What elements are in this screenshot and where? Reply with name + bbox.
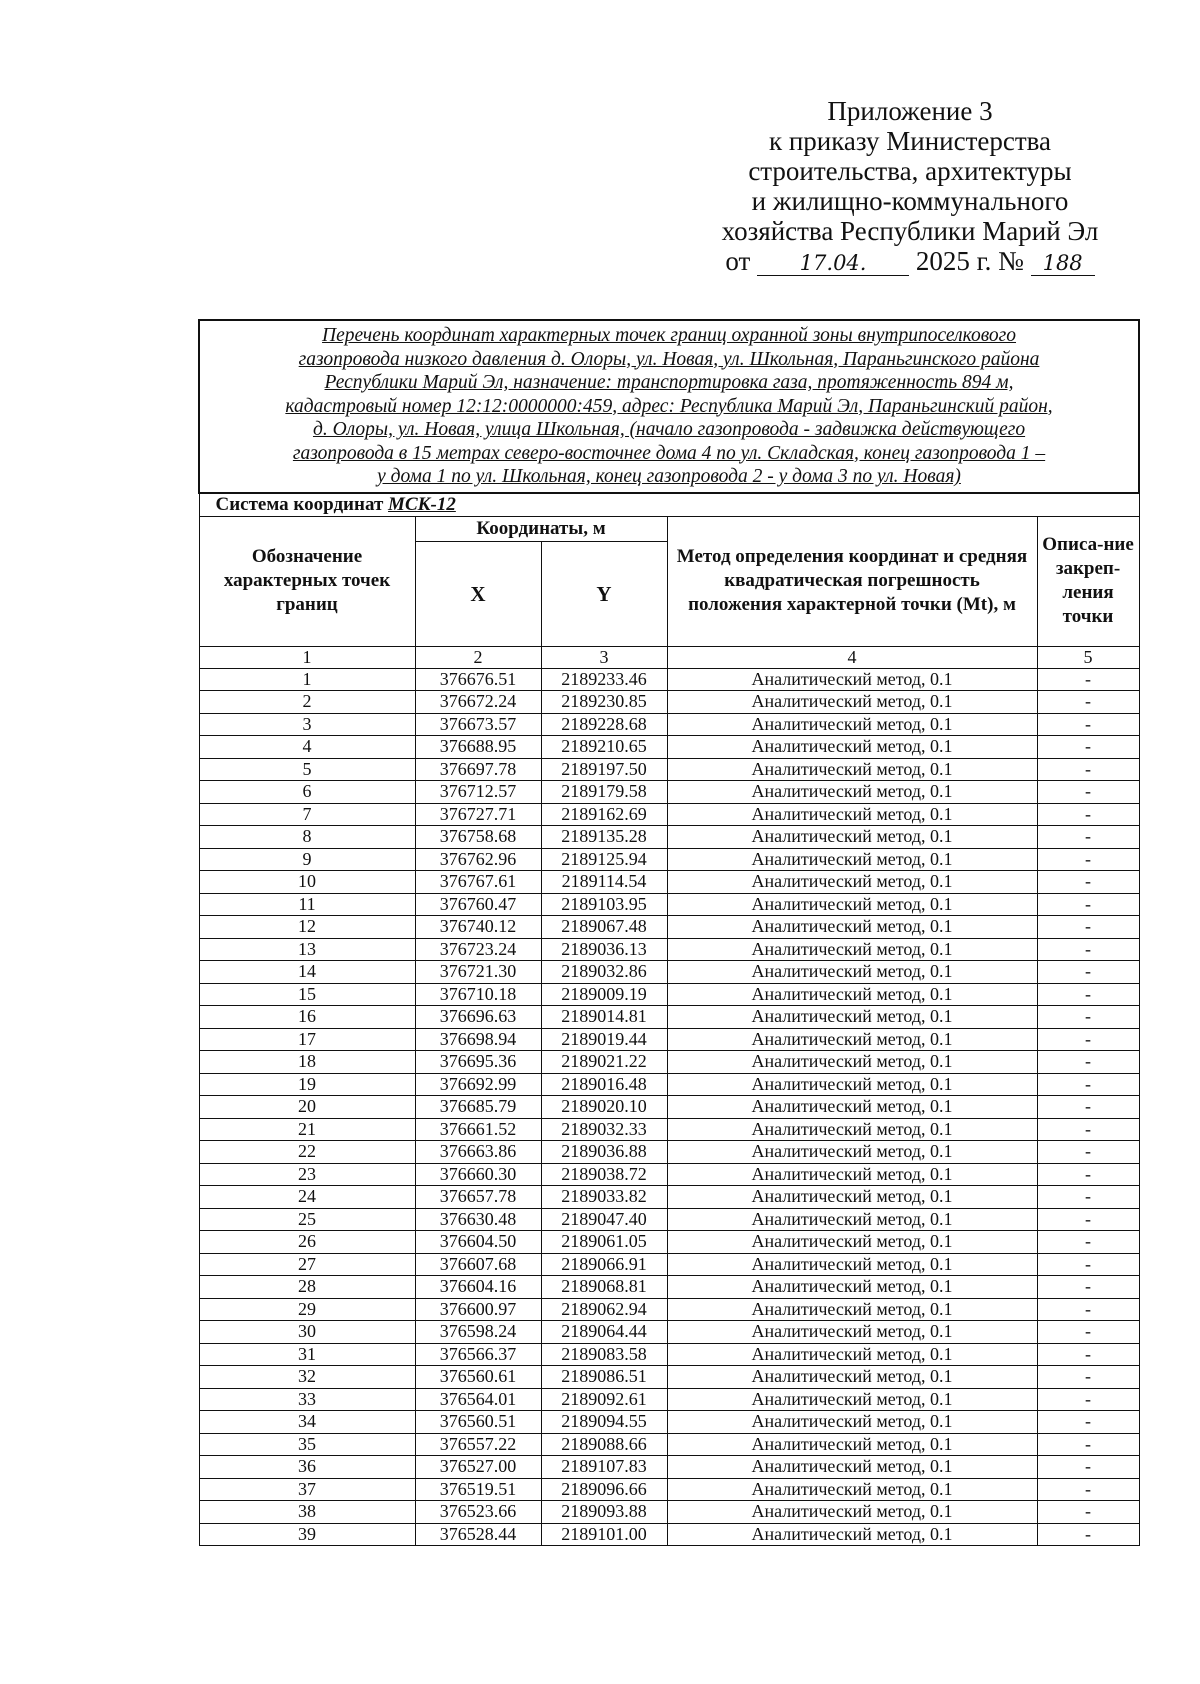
table-row [199, 1073, 1139, 1096]
x-coordinate-cell: 376760.47 [415, 893, 541, 916]
table-row [199, 1433, 1139, 1456]
x-coordinate-cell: 376672.24 [415, 691, 541, 714]
description-cell: - [1037, 758, 1139, 781]
point-number-cell: 6 [199, 781, 415, 804]
method-cell: Аналитический метод, 0.1 [667, 1253, 1037, 1276]
description-cell: - [1037, 691, 1139, 714]
method-cell: Аналитический метод, 0.1 [667, 1456, 1037, 1479]
y-coordinate-cell: 2189019.44 [541, 1028, 667, 1051]
table-row [199, 848, 1139, 871]
method-cell: Аналитический метод, 0.1 [667, 1366, 1037, 1389]
x-coordinate-cell: 376527.00 [415, 1456, 541, 1479]
x-coordinate-cell: 376557.22 [415, 1433, 541, 1456]
description-cell: - [1037, 916, 1139, 939]
point-number-cell: 34 [199, 1411, 415, 1434]
point-number-cell: 20 [199, 1096, 415, 1119]
method-cell: Аналитический метод, 0.1 [667, 1343, 1037, 1366]
x-coordinate-cell: 376762.96 [415, 848, 541, 871]
method-cell: Аналитический метод, 0.1 [667, 1186, 1037, 1209]
y-coordinate-cell: 2189038.72 [541, 1163, 667, 1186]
column-number: 2 [415, 646, 541, 668]
coordinate-system-label: Система координат [215, 493, 384, 515]
table-row [199, 736, 1139, 759]
y-coordinate-cell: 2189083.58 [541, 1343, 667, 1366]
y-coordinate-cell: 2189020.10 [541, 1096, 667, 1119]
column-number: 1 [199, 646, 415, 668]
column-number: 3 [541, 646, 667, 668]
x-coordinate-cell: 376673.57 [415, 713, 541, 736]
method-cell: Аналитический метод, 0.1 [667, 938, 1037, 961]
column-number: 5 [1037, 646, 1139, 668]
header-y: Y [541, 541, 667, 646]
method-cell: Аналитический метод, 0.1 [667, 1028, 1037, 1051]
x-coordinate-cell: 376740.12 [415, 916, 541, 939]
coordinate-system-row [199, 493, 1139, 517]
y-coordinate-cell: 2189162.69 [541, 803, 667, 826]
description-cell: - [1037, 803, 1139, 826]
title-line: у дома 1 по ул. Школьная, конец газопровода 2 - у дома 3 по ул. Новая) [377, 466, 961, 487]
point-number-cell: 25 [199, 1208, 415, 1231]
method-cell: Аналитический метод, 0.1 [667, 1073, 1037, 1096]
y-coordinate-cell: 2189067.48 [541, 916, 667, 939]
header-point: Обозначение характерных точек границ [199, 516, 415, 646]
description-cell: - [1037, 1478, 1139, 1501]
header-coordinates: Координаты, м [415, 516, 667, 541]
table-row [199, 713, 1139, 736]
table-row [199, 668, 1139, 691]
x-coordinate-cell: 376519.51 [415, 1478, 541, 1501]
handwritten-order-number: 188 [1031, 251, 1095, 276]
title-line: газопровода низкого давления д. Олоры, ул. Новая, ул. Школьная, Параньгинского района [298, 348, 1040, 370]
method-cell: Аналитический метод, 0.1 [667, 1321, 1037, 1344]
x-coordinate-cell: 376661.52 [415, 1118, 541, 1141]
table-row [199, 1231, 1139, 1254]
x-coordinate-cell: 376696.63 [415, 1006, 541, 1029]
point-number-cell: 19 [199, 1073, 415, 1096]
y-coordinate-cell: 2189032.86 [541, 961, 667, 984]
table-row [199, 1253, 1139, 1276]
point-number-cell: 30 [199, 1321, 415, 1344]
point-number-cell: 39 [199, 1523, 415, 1546]
column-number: 4 [667, 646, 1037, 668]
table-row [199, 781, 1139, 804]
description-cell: - [1037, 1028, 1139, 1051]
y-coordinate-cell: 2189230.85 [541, 691, 667, 714]
y-coordinate-cell: 2189066.91 [541, 1253, 667, 1276]
y-coordinate-cell: 2189047.40 [541, 1208, 667, 1231]
point-number-cell: 3 [199, 713, 415, 736]
x-coordinate-cell: 376697.78 [415, 758, 541, 781]
point-number-cell: 29 [199, 1298, 415, 1321]
header-method: Метод определения координат и средняя квадратическая погрешность положения характерной точки (Mt), м [667, 516, 1037, 646]
description-cell: - [1037, 1343, 1139, 1366]
y-coordinate-cell: 2189228.68 [541, 713, 667, 736]
description-cell: - [1037, 871, 1139, 894]
x-coordinate-cell: 376566.37 [415, 1343, 541, 1366]
description-cell: - [1037, 1096, 1139, 1119]
point-number-cell: 16 [199, 1006, 415, 1029]
method-cell: Аналитический метод, 0.1 [667, 691, 1037, 714]
appendix-line-1: Приложение 3 [827, 96, 993, 126]
point-number-cell: 38 [199, 1501, 415, 1524]
point-number-cell: 10 [199, 871, 415, 894]
table-row [199, 1298, 1139, 1321]
handwritten-date: 17.04. [757, 251, 909, 276]
y-coordinate-cell: 2189021.22 [541, 1051, 667, 1074]
method-cell: Аналитический метод, 0.1 [667, 1051, 1037, 1074]
table-row [199, 1343, 1139, 1366]
y-coordinate-cell: 2189086.51 [541, 1366, 667, 1389]
description-cell: - [1037, 736, 1139, 759]
description-cell: - [1037, 983, 1139, 1006]
point-number-cell: 11 [199, 893, 415, 916]
description-cell: - [1037, 826, 1139, 849]
date-prefix: от [725, 246, 751, 276]
coordinates-table [198, 319, 1140, 1546]
method-cell: Аналитический метод, 0.1 [667, 1096, 1037, 1119]
description-cell: - [1037, 1253, 1139, 1276]
x-coordinate-cell: 376600.97 [415, 1298, 541, 1321]
method-cell: Аналитический метод, 0.1 [667, 871, 1037, 894]
table-row [199, 1411, 1139, 1434]
y-coordinate-cell: 2189033.82 [541, 1186, 667, 1209]
x-coordinate-cell: 376607.68 [415, 1253, 541, 1276]
method-cell: Аналитический метод, 0.1 [667, 758, 1037, 781]
y-coordinate-cell: 2189016.48 [541, 1073, 667, 1096]
description-cell: - [1037, 1118, 1139, 1141]
y-coordinate-cell: 2189092.61 [541, 1388, 667, 1411]
y-coordinate-cell: 2189064.44 [541, 1321, 667, 1344]
order-year: 2025 г. № [915, 246, 1024, 276]
table-row [199, 916, 1139, 939]
description-cell: - [1037, 781, 1139, 804]
method-cell: Аналитический метод, 0.1 [667, 1433, 1037, 1456]
y-coordinate-cell: 2189068.81 [541, 1276, 667, 1299]
x-coordinate-cell: 376657.78 [415, 1186, 541, 1209]
point-number-cell: 9 [199, 848, 415, 871]
method-cell: Аналитический метод, 0.1 [667, 1208, 1037, 1231]
description-cell: - [1037, 1433, 1139, 1456]
method-cell: Аналитический метод, 0.1 [667, 1231, 1037, 1254]
y-coordinate-cell: 2189088.66 [541, 1433, 667, 1456]
x-coordinate-cell: 376710.18 [415, 983, 541, 1006]
x-coordinate-cell: 376604.16 [415, 1276, 541, 1299]
x-coordinate-cell: 376721.30 [415, 961, 541, 984]
x-coordinate-cell: 376560.61 [415, 1366, 541, 1389]
table-row [199, 691, 1139, 714]
description-cell: - [1037, 893, 1139, 916]
x-coordinate-cell: 376723.24 [415, 938, 541, 961]
appendix-line-5: хозяйства Республики Марий Эл [721, 216, 1099, 246]
table-title [199, 320, 1139, 493]
table-row [199, 1456, 1139, 1479]
y-coordinate-cell: 2189036.88 [541, 1141, 667, 1164]
method-cell: Аналитический метод, 0.1 [667, 916, 1037, 939]
x-coordinate-cell: 376685.79 [415, 1096, 541, 1119]
point-number-cell: 26 [199, 1231, 415, 1254]
x-coordinate-cell: 376604.50 [415, 1231, 541, 1254]
x-coordinate-cell: 376630.48 [415, 1208, 541, 1231]
description-cell: - [1037, 1186, 1139, 1209]
point-number-cell: 5 [199, 758, 415, 781]
description-cell: - [1037, 1366, 1139, 1389]
table-row [199, 1028, 1139, 1051]
point-number-cell: 31 [199, 1343, 415, 1366]
y-coordinate-cell: 2189009.19 [541, 983, 667, 1006]
y-coordinate-cell: 2189125.94 [541, 848, 667, 871]
y-coordinate-cell: 2189062.94 [541, 1298, 667, 1321]
table-row [199, 1141, 1139, 1164]
point-number-cell: 21 [199, 1118, 415, 1141]
description-cell: - [1037, 1411, 1139, 1434]
description-cell: - [1037, 938, 1139, 961]
point-number-cell: 37 [199, 1478, 415, 1501]
y-coordinate-cell: 2189233.46 [541, 668, 667, 691]
point-number-cell: 24 [199, 1186, 415, 1209]
x-coordinate-cell: 376676.51 [415, 668, 541, 691]
table-row [199, 1118, 1139, 1141]
table-row [199, 871, 1139, 894]
point-number-cell: 36 [199, 1456, 415, 1479]
method-cell: Аналитический метод, 0.1 [667, 1523, 1037, 1546]
method-cell: Аналитический метод, 0.1 [667, 1141, 1037, 1164]
table-row [199, 1006, 1139, 1029]
y-coordinate-cell: 2189197.50 [541, 758, 667, 781]
method-cell: Аналитический метод, 0.1 [667, 1501, 1037, 1524]
point-number-cell: 27 [199, 1253, 415, 1276]
x-coordinate-cell: 376727.71 [415, 803, 541, 826]
description-cell: - [1037, 848, 1139, 871]
x-coordinate-cell: 376528.44 [415, 1523, 541, 1546]
column-numbers-row [199, 646, 1139, 668]
x-coordinate-cell: 376758.68 [415, 826, 541, 849]
order-date-line [690, 246, 1130, 276]
table-row [199, 1388, 1139, 1411]
table-row [199, 1478, 1139, 1501]
point-number-cell: 32 [199, 1366, 415, 1389]
method-cell: Аналитический метод, 0.1 [667, 736, 1037, 759]
table-row [199, 803, 1139, 826]
method-cell: Аналитический метод, 0.1 [667, 826, 1037, 849]
y-coordinate-cell: 2189093.88 [541, 1501, 667, 1524]
y-coordinate-cell: 2189036.13 [541, 938, 667, 961]
method-cell: Аналитический метод, 0.1 [667, 803, 1037, 826]
method-cell: Аналитический метод, 0.1 [667, 781, 1037, 804]
description-cell: - [1037, 1141, 1139, 1164]
title-line: Республики Марий Эл, назначение: транспортировка газа, протяженность 894 м, [324, 372, 1014, 393]
point-number-cell: 15 [199, 983, 415, 1006]
point-number-cell: 22 [199, 1141, 415, 1164]
table-row [199, 1208, 1139, 1231]
y-coordinate-cell: 2189103.95 [541, 893, 667, 916]
table-row [199, 1096, 1139, 1119]
method-cell: Аналитический метод, 0.1 [667, 848, 1037, 871]
point-number-cell: 18 [199, 1051, 415, 1074]
method-cell: Аналитический метод, 0.1 [667, 1298, 1037, 1321]
x-coordinate-cell: 376688.95 [415, 736, 541, 759]
x-coordinate-cell: 376523.66 [415, 1501, 541, 1524]
x-coordinate-cell: 376560.51 [415, 1411, 541, 1434]
description-cell: - [1037, 1321, 1139, 1344]
x-coordinate-cell: 376598.24 [415, 1321, 541, 1344]
description-cell: - [1037, 1208, 1139, 1231]
x-coordinate-cell: 376663.86 [415, 1141, 541, 1164]
title-line: кадастровый номер 12:12:0000000:459, адрес: Республика Марий Эл, Параньгинский район, [285, 395, 1053, 417]
description-cell: - [1037, 1298, 1139, 1321]
table-row [199, 1523, 1139, 1546]
point-number-cell: 13 [199, 938, 415, 961]
header-x: X [415, 541, 541, 646]
table-row [199, 893, 1139, 916]
appendix-header [690, 96, 1130, 276]
description-cell: - [1037, 1051, 1139, 1074]
method-cell: Аналитический метод, 0.1 [667, 983, 1037, 1006]
point-number-cell: 35 [199, 1433, 415, 1456]
description-cell: - [1037, 1523, 1139, 1546]
point-number-cell: 17 [199, 1028, 415, 1051]
point-number-cell: 23 [199, 1163, 415, 1186]
method-cell: Аналитический метод, 0.1 [667, 961, 1037, 984]
description-cell: - [1037, 1163, 1139, 1186]
method-cell: Аналитический метод, 0.1 [667, 713, 1037, 736]
y-coordinate-cell: 2189096.66 [541, 1478, 667, 1501]
table-row [199, 1163, 1139, 1186]
method-cell: Аналитический метод, 0.1 [667, 668, 1037, 691]
y-coordinate-cell: 2189135.28 [541, 826, 667, 849]
y-coordinate-cell: 2189094.55 [541, 1411, 667, 1434]
appendix-line-3: строительства, архитектуры [748, 156, 1072, 186]
table-row [199, 961, 1139, 984]
method-cell: Аналитический метод, 0.1 [667, 1163, 1037, 1186]
appendix-line-2: к приказу Министерства [768, 126, 1052, 156]
method-cell: Аналитический метод, 0.1 [667, 1411, 1037, 1434]
description-cell: - [1037, 1231, 1139, 1254]
coordinate-system-value: МСК-12 [388, 493, 456, 515]
table-row [199, 1186, 1139, 1209]
y-coordinate-cell: 2189114.54 [541, 871, 667, 894]
header-description: Описа-ние закреп-ления точки [1037, 516, 1139, 646]
y-coordinate-cell: 2189179.58 [541, 781, 667, 804]
table-row [199, 1276, 1139, 1299]
point-number-cell: 28 [199, 1276, 415, 1299]
description-cell: - [1037, 961, 1139, 984]
x-coordinate-cell: 376712.57 [415, 781, 541, 804]
appendix-line-4: и жилищно-коммунального [751, 186, 1069, 216]
title-line: Перечень координат характерных точек границ охранной зоны внутрипоселкового [322, 325, 1017, 346]
point-number-cell: 2 [199, 691, 415, 714]
table-row [199, 1321, 1139, 1344]
x-coordinate-cell: 376767.61 [415, 871, 541, 894]
y-coordinate-cell: 2189101.00 [541, 1523, 667, 1546]
description-cell: - [1037, 713, 1139, 736]
point-number-cell: 4 [199, 736, 415, 759]
point-number-cell: 1 [199, 668, 415, 691]
description-cell: - [1037, 1388, 1139, 1411]
table-row [199, 1501, 1139, 1524]
method-cell: Аналитический метод, 0.1 [667, 1388, 1037, 1411]
table-row [199, 938, 1139, 961]
title-line: газопровода в 15 метрах северо-восточнее дома 4 по ул. Складская, конец газопровода 1 – [292, 442, 1046, 464]
table-row [199, 1366, 1139, 1389]
table-row [199, 1051, 1139, 1074]
table-row [199, 758, 1139, 781]
description-cell: - [1037, 1456, 1139, 1479]
table-row [199, 826, 1139, 849]
y-coordinate-cell: 2189061.05 [541, 1231, 667, 1254]
description-cell: - [1037, 1006, 1139, 1029]
description-cell: - [1037, 668, 1139, 691]
method-cell: Аналитический метод, 0.1 [667, 1276, 1037, 1299]
description-cell: - [1037, 1276, 1139, 1299]
method-cell: Аналитический метод, 0.1 [667, 1478, 1037, 1501]
table-body [199, 668, 1139, 1546]
method-cell: Аналитический метод, 0.1 [667, 1006, 1037, 1029]
y-coordinate-cell: 2189107.83 [541, 1456, 667, 1479]
x-coordinate-cell: 376564.01 [415, 1388, 541, 1411]
x-coordinate-cell: 376692.99 [415, 1073, 541, 1096]
y-coordinate-cell: 2189032.33 [541, 1118, 667, 1141]
x-coordinate-cell: 376660.30 [415, 1163, 541, 1186]
point-number-cell: 8 [199, 826, 415, 849]
point-number-cell: 33 [199, 1388, 415, 1411]
x-coordinate-cell: 376698.94 [415, 1028, 541, 1051]
y-coordinate-cell: 2189210.65 [541, 736, 667, 759]
y-coordinate-cell: 2189014.81 [541, 1006, 667, 1029]
point-number-cell: 12 [199, 916, 415, 939]
point-number-cell: 7 [199, 803, 415, 826]
description-cell: - [1037, 1073, 1139, 1096]
x-coordinate-cell: 376695.36 [415, 1051, 541, 1074]
title-line: д. Олоры, ул. Новая, улица Школьная, (начало газопровода - задвижка действующего [312, 419, 1026, 440]
method-cell: Аналитический метод, 0.1 [667, 893, 1037, 916]
table-row [199, 983, 1139, 1006]
method-cell: Аналитический метод, 0.1 [667, 1118, 1037, 1141]
description-cell: - [1037, 1501, 1139, 1524]
point-number-cell: 14 [199, 961, 415, 984]
